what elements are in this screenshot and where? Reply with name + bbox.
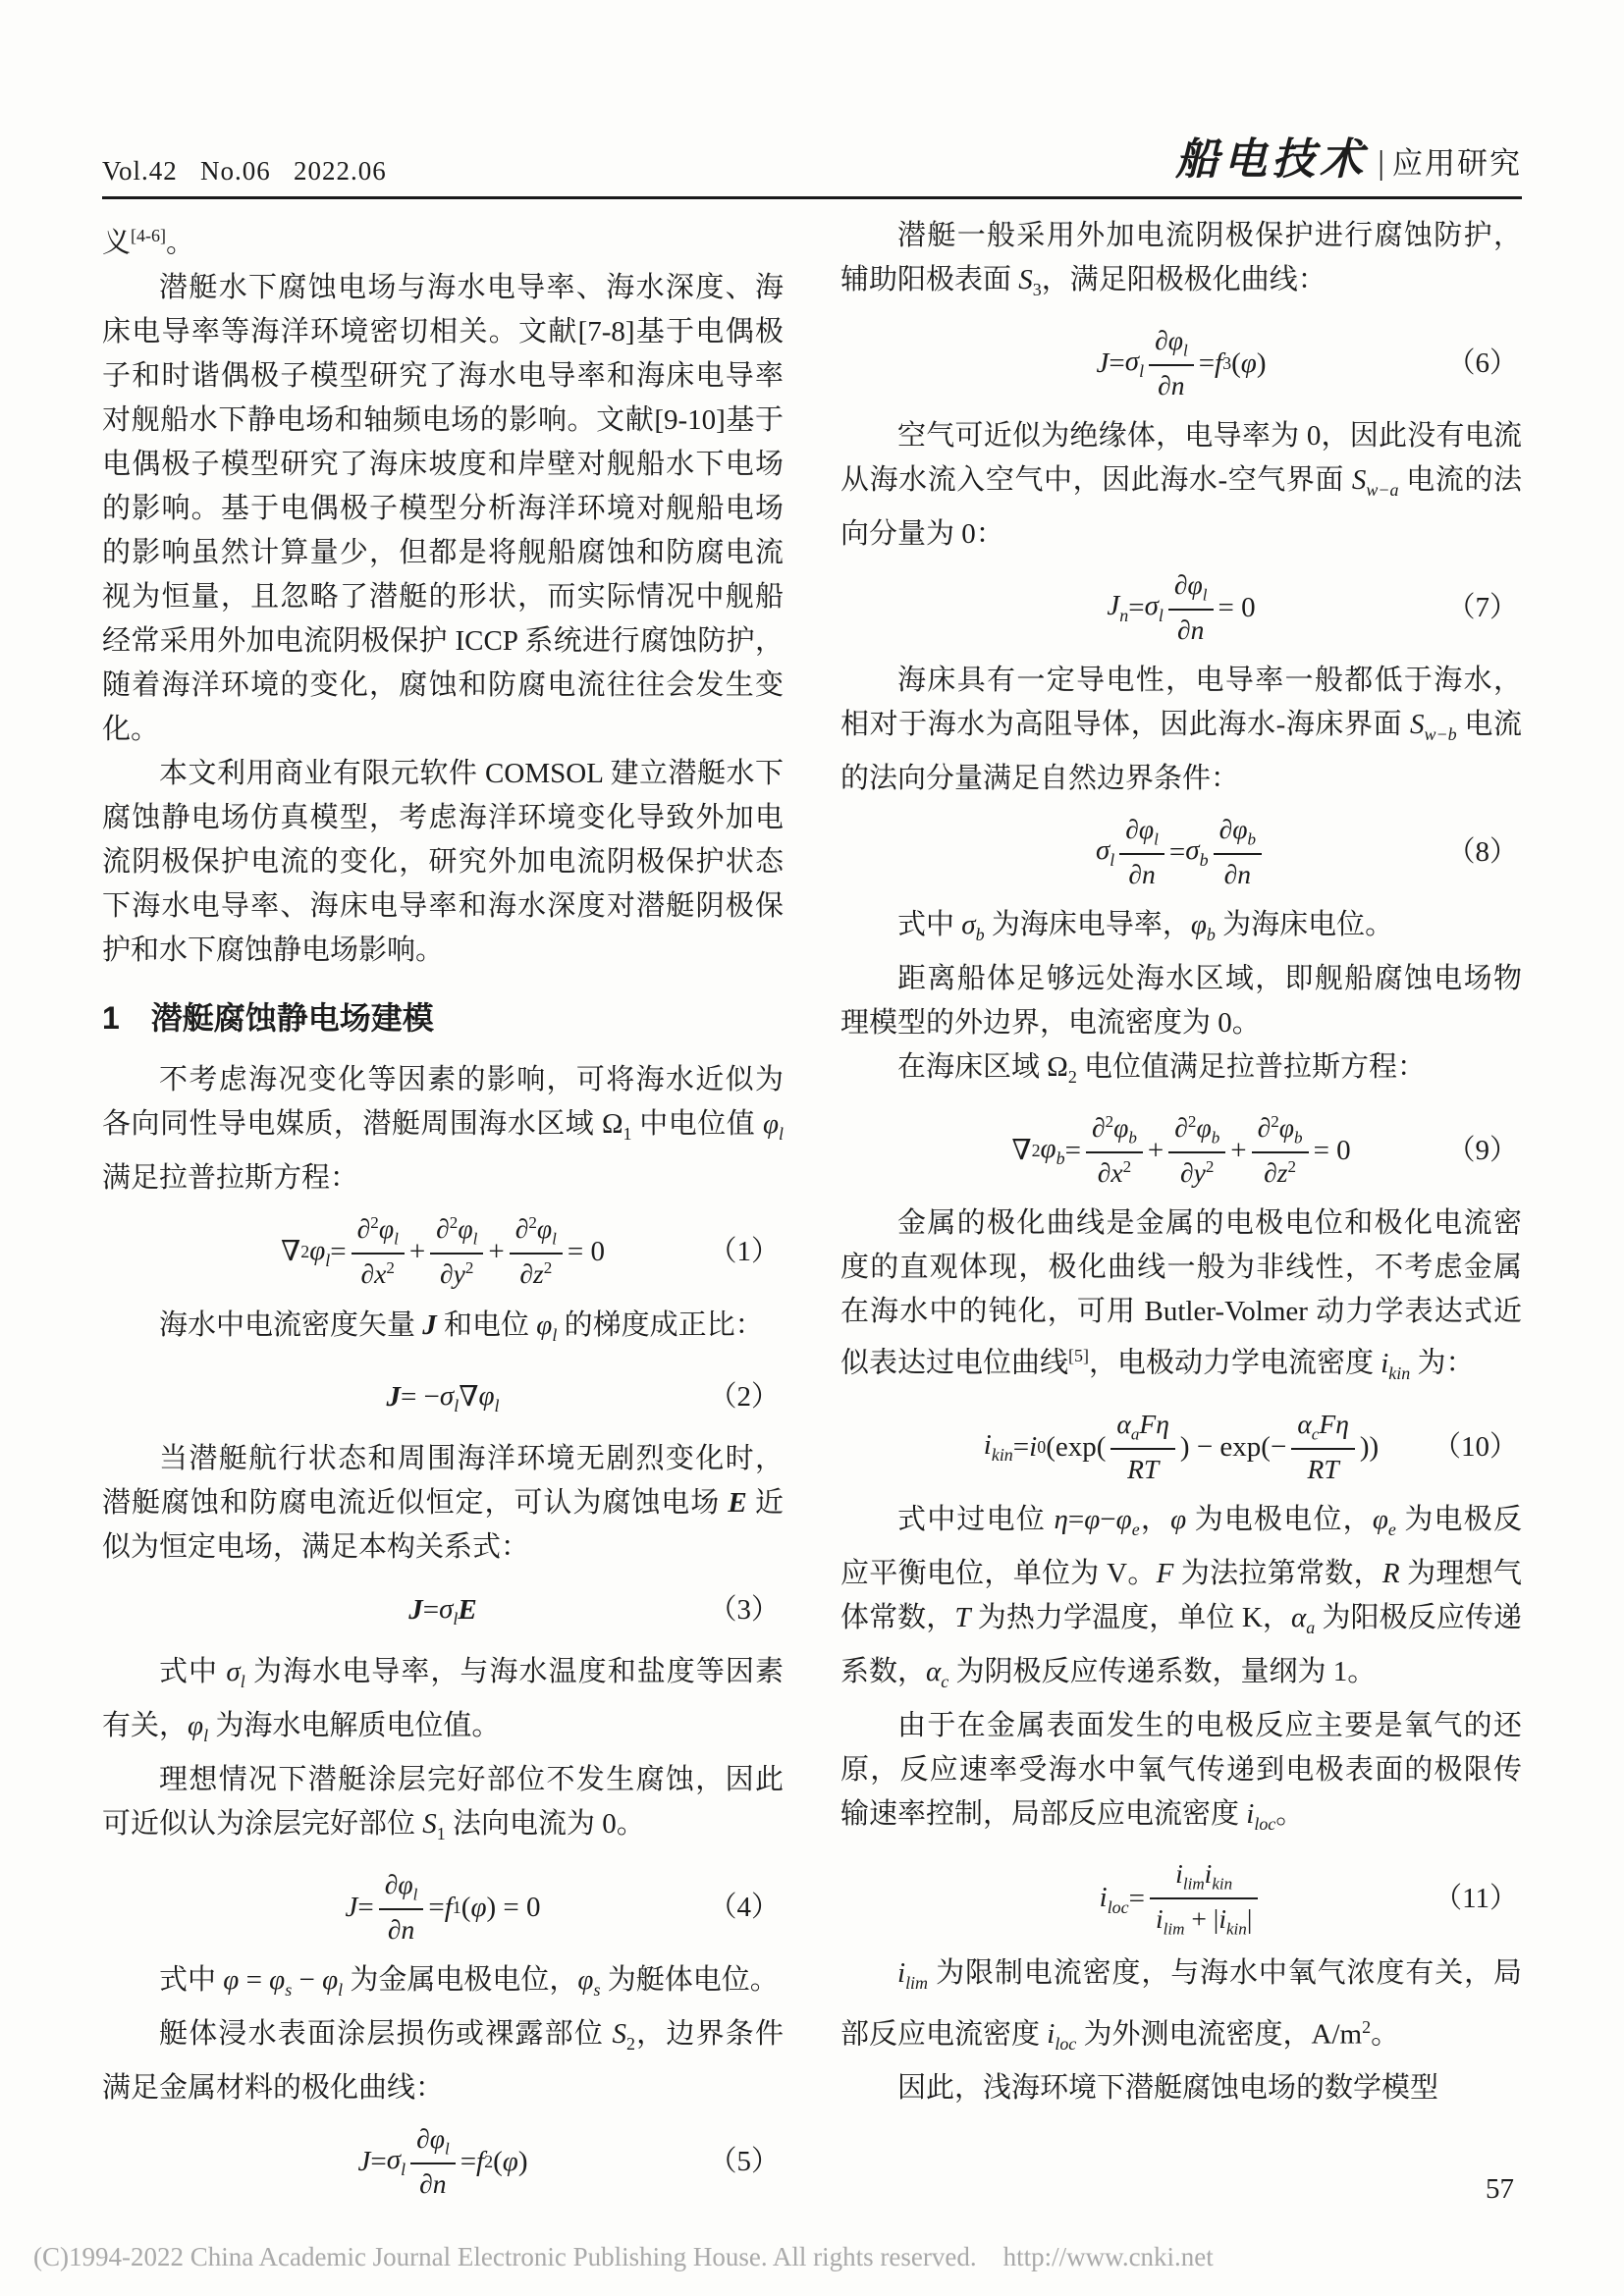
equation-body: $\sigma_l$ $\frac{\partial\varphi_l}{\partial n}$ = $\sigma_b$ $\frac{\partial\varphi_b}{\partial n}$ [1096,813,1267,891]
paragraph: 式中 $\sigma_l$ 为海水电导率，与海水温度和盐度等因素有关，$\varphi_l$ 为海水电解质电位值。 [102,1656,784,1746]
equation-body: $i_{kin}$ = i 0 (exp( $\frac{\alpha_aF\eta}{RT}$ ) − exp(− $\frac{\alpha_cF\eta}{RT}$ )) [983,1408,1380,1484]
journal-name: 船电技术 [1175,135,1369,184]
page-number: 57 [1486,2173,1514,2205]
paragraph: 潜艇水下腐蚀电场与海水电导率、海水深度、海床电导率等海洋环境密切相关。文献[7-8]基于电偶极子和时谐偶极子模型研究了海水电导率和海床电导率对舰船水下静电场和轴频电场的影响。文献[9-10]基于电偶极子模型研究了海床坡度和岸壁对舰船水下电场的影响。基于电偶极子模型分析海洋环境对舰船电场的影响虽然计算量少，但都是将舰船腐蚀和防腐电流视为恒量，且忽略了潜艇的形状，而实际情况中舰船经常采用外加电流阴极保护 ICCP 系统进行腐蚀防护，随着海洋环境的变化，腐蚀和防腐电流往往会发生变化。 [102,271,784,745]
paragraph: 海床具有一定导电性，电导率一般都低于海水，相对于海水为高阻导体，因此海水-海床界面 $S_{w-b}$ 电流的法向分量满足自然边界条件： [840,665,1522,794]
paragraph: 义[4-6]。 [102,226,194,259]
copyright-watermark: (C)1994-2022 China Academic Journal Electronic Publishing House. All rights reserved. http://www.cnki.net [33,2242,1214,2271]
equation-body: J = $\sigma_l$ $\frac{\partial\varphi_l}{\partial n}$ = f 3 ( φ ) [1096,324,1267,400]
paragraph: 本文利用商业有限元软件 COMSOL 建立潜艇水下腐蚀静电场仿真模型，考虑海洋环境变化导致外加电流阴极保护电流的变化，研究外加电流阴极保护状态下海水电导率、海床电导率和海水深度对潜艇阴极保护和水下腐蚀静电场影响。 [102,757,784,966]
paragraph: 金属的极化曲线是金属的电极电位和极化电流密度的直观体现，极化曲线一般为非线性，不考虑金属在海水中的钝化，可用 Butler-Volmer 动力学表达式近似表达过电位曲线[5]，电极动力学电流密度 $i_{kin}$ 为： [840,1207,1522,1383]
paragraph: 当潜艇航行状态和周围海洋环境无剧烈变化时，潜艇腐蚀和防腐电流近似恒定，可认为腐蚀电场 E 近似为恒定电场，满足本构关系式： [102,1443,784,1564]
equation-body: J = $\frac{\partial\varphi_l}{\partial n}$ = f 1 ( φ ) = 0 [345,1868,541,1945]
equation-number: （1） [708,1236,780,1268]
volume-info: Vol.42 No.06 2022.06 [102,156,387,186]
paragraph: 空气可近似为绝缘体，电导率为 0，因此没有电流从海水流入空气中，因此海水-空气界面 $S_{w-a}$ 电流的法向分量为 0： [840,420,1522,550]
equation-number: （8） [1446,835,1518,868]
paragraph: 式中 $\varphi = \varphi_s - \varphi_l$ 为金属电极电位，$\varphi_s$ 为艇体电位。 [159,1964,779,2000]
equation-number: （11） [1434,1883,1518,1915]
equation-body: J = − $\sigma_l$ ∇ $\varphi_l$ [386,1379,500,1415]
section-heading: 1 潜艇腐蚀静电场建模 [102,999,434,1036]
paragraph: 潜艇一般采用外加电流阴极保护进行腐蚀防护，辅助阳极表面 $S_3$，满足阳极极化曲线： [840,220,1522,299]
equation-6 [840,324,1522,402]
equation-number: （4） [708,1891,780,1923]
paragraph: 距离船体足够远处海水区域，即舰船腐蚀电场物理模型的外边界，电流密度为 0。 [840,962,1522,1039]
equation-2 [102,1368,784,1425]
equation-body: $i_{loc}$ = $\frac{i_{lim}i_{kin}}{i_{lim} + |i_{kin}|}$ [1100,1857,1264,1940]
equation-8 [840,813,1522,891]
right-column [840,214,1522,2180]
paragraph: 海水中电流密度矢量 J 和电位 $\varphi_l$ 的梯度成正比： [159,1308,764,1345]
equation-body: J = $\sigma_l$ E [408,1592,477,1629]
equation-3 [102,1581,784,1638]
equation-number: （2） [708,1381,780,1414]
equation-body: J = $\sigma_l$ $\frac{\partial\varphi_l}{\partial n}$ = f 2 ( φ ) [357,2122,528,2199]
equation-body: ∇ 2 $\varphi_l$ = $\frac{\partial^2\varphi_l}{\partial x^2}$ + $\frac{\partial^2\varphi_l}{\partial y^2}$ + $\frac{\partial^2\varphi_l}{\partial z^2}$ = 0 [281,1213,605,1290]
paragraph: 艇体浸水表面涂层损伤或裸露部位 $S_2$，边界条件满足金属材料的极化曲线： [102,2017,784,2104]
left-column [102,214,784,2199]
equation-number: （6） [1446,347,1518,379]
equation-9 [840,1111,1522,1191]
equation-1 [102,1212,784,1292]
equation-10 [840,1408,1522,1486]
paragraph: 由于在金属表面发生的电极反应主要是氧气的还原，反应速率受海水中氧气传递到电极表面的极限传输速率控制，局部反应电流密度 $i_{loc}$。 [840,1709,1522,1834]
equation-number: （9） [1446,1134,1518,1166]
equation-body: $J_n$ = $\sigma_l$ $\frac{\partial\varphi_l}{\partial n}$ = 0 [1107,568,1256,645]
paragraph: 理想情况下潜艇涂层完好部位不发生腐蚀，因此可近似认为涂层完好部位 $S_1$ 法向电流为 0。 [102,1764,784,1843]
equation-number: （5） [708,2145,780,2177]
equation-5 [102,2122,784,2201]
paragraph: 因此，浅海环境下潜艇腐蚀电场的数学模型 [897,2072,1439,2105]
paragraph: $i_{lim}$ 为限制电流密度，与海水中氧气浓度有关，局部反应电流密度 $i_{loc}$ 为外测电流密度，$A/m^2$。 [840,1956,1522,2055]
journal-divider: | [1378,145,1384,182]
equation-number: （3） [708,1594,780,1627]
paragraph: 式中 $\sigma_b$ 为海床电导率，$\varphi_b$ 为海床电位。 [897,909,1394,944]
paragraph: 在海床区域 $\Omega_2$ 电位值满足拉普拉斯方程： [897,1050,1427,1087]
equation-11 [840,1857,1522,1940]
journal-column-name: 应用研究 [1392,146,1522,181]
paragraph: 式中过电位 $\eta=\varphi-\varphi_e$，φ 为电极电位，$\varphi_e$ 为电极反应平衡电位，单位为 V。F 为法拉第常数，R 为理想气体常数，T 为热力学温度，单位 K，$\alpha_a$ 为阳极反应传递系数，$\alpha_c$ 为阴极反应传递系数，量纲为 1。 [840,1504,1522,1691]
page-header [102,124,1522,199]
equation-number: （7） [1446,591,1518,623]
equation-4 [102,1868,784,1947]
paragraph: 不考虑海况变化等因素的影响，可将海水近似为各向同性导电媒质，潜艇周围海水区域 $\Omega_1$ 中电位值 $\varphi_l$ 满足拉普拉斯方程： [102,1064,784,1195]
journal-title-block [1175,124,1522,187]
equation-7 [840,568,1522,647]
equation-number: （10） [1432,1430,1518,1463]
equation-body: ∇ 2 $\varphi_b$ = $\frac{\partial^2\varphi_b}{\partial x^2}$ + $\frac{\partial^2\varphi_b}{\partial y^2}$ + $\frac{\partial^2\varphi_b}{\partial z^2}$ = 0 [1011,1111,1351,1188]
